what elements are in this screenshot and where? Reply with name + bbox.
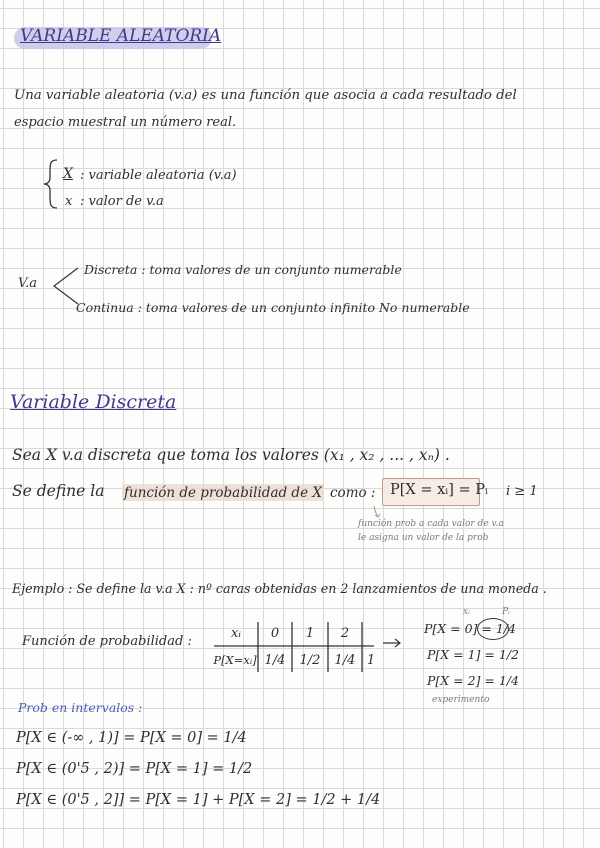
xi-annotation: xᵢ xyxy=(463,607,470,617)
result-p2: P[X = 2] = 1/4 xyxy=(427,673,519,688)
discrete-sea-line: Sea X v.a discreta que toma los valores (x₁ , x₂ , ... , xₙ) . xyxy=(12,446,450,464)
discreta-definition: Discreta : toma valores de un conjunto numerable xyxy=(84,262,402,277)
table-p-2: 1/4 xyxy=(334,653,356,668)
interval-line-1: P[X ∈ (-∞ , 1)] = P[X = 0] = 1/4 xyxy=(16,730,247,746)
table-header-prob: P[X=xᵢ] xyxy=(213,653,257,667)
table-x-2: 2 xyxy=(340,626,350,641)
left-brace-icon xyxy=(42,158,60,210)
index-condition: i ≥ 1 xyxy=(506,484,538,499)
result-p1: P[X = 1] = 1/2 xyxy=(427,647,519,662)
function-label: Función de probabilidad : xyxy=(22,634,192,649)
intervals-label: Prob en intervalos : xyxy=(18,700,143,715)
note-line-1: función prob a cada valor de v.a xyxy=(358,519,504,529)
table-x-1: 1 xyxy=(305,626,315,641)
pi-annotation: Pᵢ xyxy=(502,607,510,617)
se-define-start: Se define la xyxy=(12,482,105,500)
probability-formula: P[X = xᵢ] = Pᵢ xyxy=(390,482,488,498)
var-x-description: : valor de v.a xyxy=(80,194,164,209)
var-X-description: : variable aleatoria (v.a) xyxy=(80,168,237,183)
function-name-highlighted: función de probabilidad de X xyxy=(124,485,322,501)
experimento-note: experimento xyxy=(432,695,490,705)
note-line-2: le asigna un valor de la prob xyxy=(358,533,489,543)
page-title: VARIABLE ALEATORIA xyxy=(20,26,222,46)
interval-line-2: P[X ∈ (0'5 , 2)] = P[X = 1] = 1/2 xyxy=(16,761,253,777)
example-text: Ejemplo : Se define la v.a X : nº caras obtenidas en 2 lanzamientos de una moneda . xyxy=(12,581,547,596)
table-p-1: 1/2 xyxy=(299,653,321,668)
note-arrow-icon xyxy=(370,505,384,519)
se-define-end: como : xyxy=(330,485,376,501)
table-x-0: 0 xyxy=(270,626,280,641)
table-p-0: 1/4 xyxy=(264,653,286,668)
interval-line-3: P[X ∈ (0'5 , 2]] = P[X = 1] + P[X = 2] = 1/2 + 1/4 xyxy=(16,792,381,808)
probability-table xyxy=(214,620,380,674)
result-p0: P[X = 0] = 1/4 xyxy=(424,621,516,636)
va-label: V.a xyxy=(18,276,37,291)
continua-definition: Continua : toma valores de un conjunto infinito No numerable xyxy=(76,300,470,315)
intro-line-2: espacio muestral un número real. xyxy=(14,115,237,130)
section-heading-discreta: Variable Discreta xyxy=(10,391,177,413)
var-X-symbol: X xyxy=(63,166,73,182)
arrow-right-icon xyxy=(382,638,402,648)
table-sum: 1 xyxy=(366,653,376,668)
intro-line-1: Una variable aleatoria (v.a) es una función que asocia a cada resultado del xyxy=(14,88,517,103)
table-header-xi: xᵢ xyxy=(231,626,241,641)
var-x-symbol: x xyxy=(65,194,73,209)
